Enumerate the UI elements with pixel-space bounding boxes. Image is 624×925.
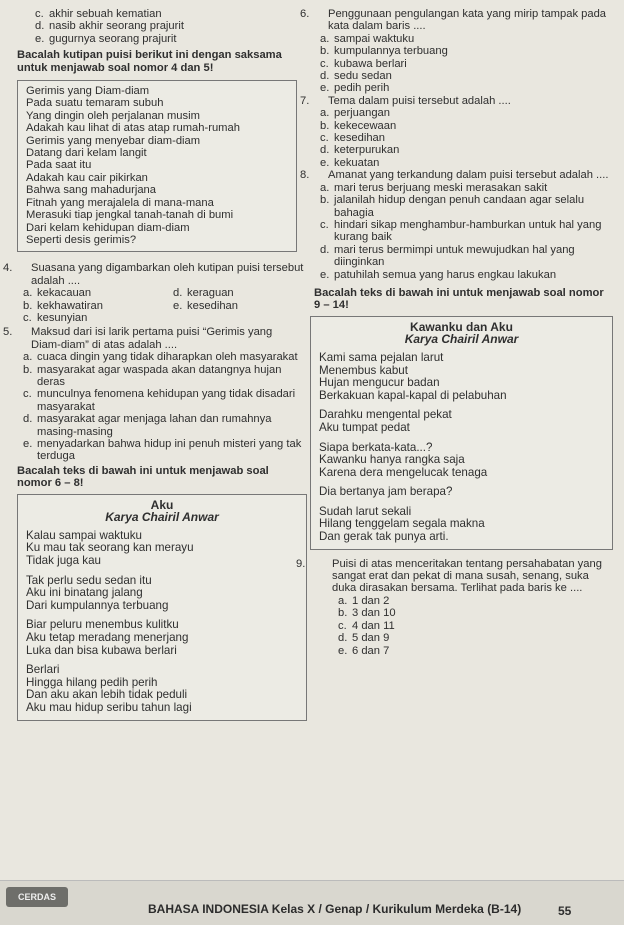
option: e. kekuatan <box>320 156 380 169</box>
option: e. kesedihan <box>173 299 239 312</box>
poem-line: Dari kelam kehidupan diam-diam <box>26 221 190 234</box>
poem-line: Dari kumpulannya terbuang <box>26 598 169 612</box>
poem-line: Tidak juga kau <box>26 554 101 567</box>
option: a. 1 dan 2 <box>338 594 390 607</box>
poem-line: Kawanku hanya rangka saja <box>319 453 465 467</box>
poem-title: Kawanku dan Aku <box>410 319 513 334</box>
poem-line: Adakah kau lihat di atas atap rumah-rumah <box>26 122 240 135</box>
poem-author: Karya Chairil Anwar <box>105 510 219 525</box>
option: e. patuhilah semua yang harus engkau lakukan <box>320 268 557 281</box>
poem-line: Aku tumpat pedat <box>319 420 410 434</box>
question-7 <box>300 94 615 169</box>
option: a. kekacauan <box>23 287 92 300</box>
poem-line: Adakah kau cair pikirkan <box>26 171 148 184</box>
poem-line: Hujan mengucur badan <box>319 376 440 390</box>
left-column <box>3 8 307 721</box>
instruction-6-8: Bacalah teks di bawah ini untuk menjawab soal nomor 6 – 8! <box>17 464 269 490</box>
poem-line: Aku tetap meradang menerjang <box>26 630 189 644</box>
option: c. 4 dan 11 <box>338 619 395 632</box>
option: a. perjuangan <box>320 107 390 120</box>
question-stem: 8. Amanat yang terkandung dalam puisi tersebut adalah .... <box>300 169 609 182</box>
poem-line: Siapa berkata-kata...? <box>319 440 433 454</box>
option: d. nasib akhir seorang prajurit <box>35 20 184 33</box>
question-stem: 7. Tema dalam puisi tersebut adalah .... <box>300 94 511 107</box>
option: b. 3 dan 10 <box>338 607 396 620</box>
option: b. kumpulannya terbuang <box>320 45 448 58</box>
question-stem: 4. Suasana yang digambarkan oleh kutipan puisi tersebut adalah .... <box>3 262 304 287</box>
poem-line: Dia bertanya jam berapa? <box>319 485 453 499</box>
poem-line: Dan aku akan lebih tidak peduli <box>26 688 188 702</box>
question-stem: 6. Penggunaan pengulangan kata yang mirip tampak pada kata dalam baris .... <box>300 8 607 33</box>
poem-author: Karya Chairil Anwar <box>404 332 519 347</box>
poem-title: Aku <box>150 497 174 512</box>
poem-box-aku <box>17 494 307 721</box>
option: c. kesedihan <box>320 132 386 145</box>
question-stem: 9. Puisi di atas menceritakan tentang persahabatan yang sangat erat dan pekat di mana susah, senang, suka duka dirasakan bersama. Terlihat pada baris ke .... <box>296 557 602 595</box>
option: a. sampai waktuku <box>320 32 415 45</box>
poem-line: Aku ini binatang jalang <box>26 586 143 600</box>
page-footer <box>0 880 624 925</box>
option: a. mari terus berjuang meski merasakan sakit <box>320 181 548 194</box>
poem-line: Hingga hilang pedih perih <box>26 675 158 689</box>
right-column <box>296 8 615 657</box>
option: c. kubawa berlari <box>320 57 407 70</box>
question-stem: 5. Maksud dari isi larik pertama puisi “Gerimis yang Diam-diam” di atas adalah .... <box>3 326 273 351</box>
option: b. masyarakat agar waspada akan datangnya hujan deras <box>23 363 282 388</box>
instruction-9-14: Bacalah teks di bawah ini untuk menjawab soal nomor 9 – 14! <box>314 286 604 312</box>
poem-line: Pada suatu temaram subuh <box>26 97 164 110</box>
option: d. 5 dan 9 <box>338 632 390 645</box>
option: b. kekhawatiran <box>23 299 103 312</box>
option: d. keterpurukan <box>320 144 400 157</box>
option: d. sedu sedan <box>320 70 392 83</box>
question-9 <box>296 557 610 657</box>
poem-line: Datang dari kelam langit <box>26 147 147 160</box>
poem-box-kawanku <box>310 316 613 550</box>
poem-line: Dan gerak tak punya arti. <box>319 530 449 544</box>
poem-line: Kami sama pejalan larut <box>319 350 444 364</box>
poem-line: Biar peluru menembus kulitku <box>26 618 179 632</box>
option: d. mari terus bermimpi untuk mewujudkan hal yang diinginkan <box>320 243 575 269</box>
poem-line: Aku mau hidup seribu tahun lagi <box>26 700 192 714</box>
poem-box-gerimis <box>17 80 297 252</box>
option: d. keraguan <box>173 287 234 300</box>
poem-line: Yang dingin oleh perjalanan musim <box>26 109 200 122</box>
option: e. menyadarkan bahwa hidup ini penuh misteri yang tak terduga <box>23 438 302 463</box>
poem-line: Bahwa sang mahadurjana <box>26 184 156 197</box>
poem-line: Berlari <box>26 663 60 677</box>
poem-line: Merasuki tiap jengkal tanah-tanah di bumi <box>26 209 234 222</box>
poem-line: Gerimis yang menyebar diam-diam <box>26 134 201 147</box>
question-5 <box>3 326 302 463</box>
option: d. masyarakat agar menjaga lahan dan rumahnya masing-masing <box>23 413 272 438</box>
instruction-4-5: Bacalah kutipan puisi berikut ini dengan saksama untuk menjawab soal nomor 4 dan 5! <box>17 49 282 74</box>
option: e. pedih perih <box>320 82 390 95</box>
poem-line: Kalau sampai waktuku <box>26 528 142 542</box>
poem-line: Ku mau tak seorang kan merayu <box>26 541 194 555</box>
publisher-logo: CERDAS <box>6 887 68 907</box>
option: b. kekecewaan <box>320 119 397 132</box>
option: e. gugurnya seorang prajurit <box>35 32 177 45</box>
option: c. munculnya fenomena kehidupan yang tidak disadari masyarakat <box>23 388 296 413</box>
poem-line: Luka dan bisa kubawa berlari <box>26 643 177 657</box>
option: a. cuaca dingin yang tidak diharapkan oleh masyarakat <box>23 351 298 364</box>
poem-line: Pada saat itu <box>26 159 92 172</box>
question-4 <box>3 262 307 324</box>
option: c. kesunyian <box>23 311 88 324</box>
q3-tail-options <box>17 8 307 45</box>
poem-line: Hilang tenggelam segala makna <box>319 517 485 531</box>
poem-line: Karena dera mengelucak tenaga <box>319 465 488 479</box>
poem-line: Berkakuan kapal-kapal di pelabuhan <box>319 388 507 402</box>
option: b. jalanilah hidup dengan penuh candaan agar selalu bahagia <box>320 194 585 219</box>
poem-line: Tak perlu sedu sedan itu <box>26 573 152 587</box>
poem-line: Menembus kabut <box>319 363 408 377</box>
poem-line: Fitnah yang merajalela di mana-mana <box>26 196 214 209</box>
poem-line: Gerimis yang Diam-diam <box>26 85 150 98</box>
footer-title: BAHASA INDONESIA Kelas X / Genap / Kurikulum Merdeka (B-14) <box>148 902 522 916</box>
question-6 <box>300 8 615 95</box>
poem-line: Sudah larut sekali <box>319 504 412 518</box>
option: c. hindari sikap menghambur-hamburkan untuk hal yang kurang baik <box>320 218 602 244</box>
poem-line: Darahku mengental pekat <box>319 408 452 422</box>
question-8 <box>300 169 615 281</box>
option: c. akhir sebuah kematian <box>35 8 162 20</box>
poem-line: Seperti desis gerimis? <box>26 233 137 246</box>
page-number: 55 <box>558 904 572 918</box>
option: e. 6 dan 7 <box>338 644 390 657</box>
